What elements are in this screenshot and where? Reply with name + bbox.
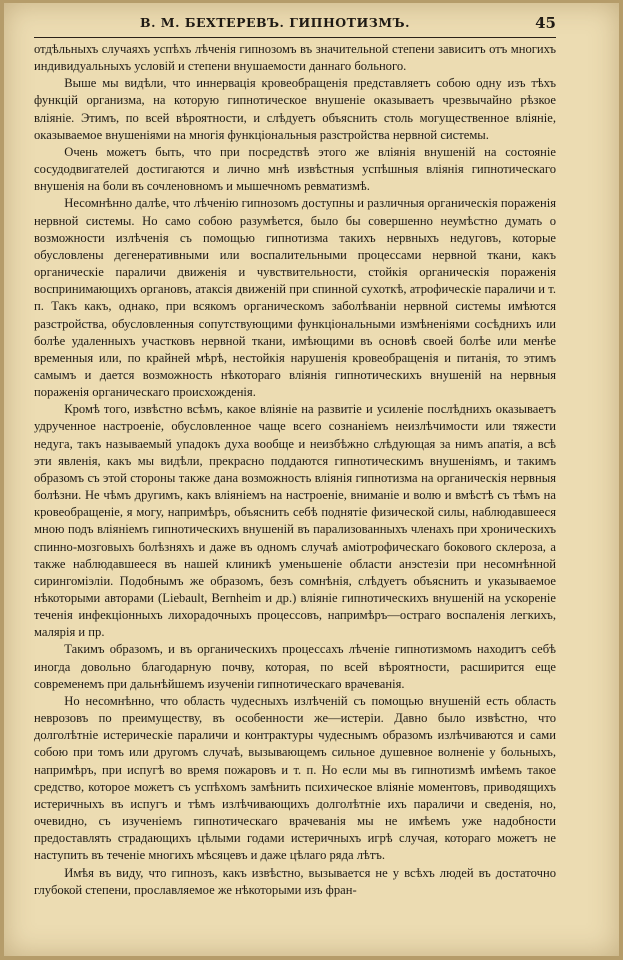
- page-number: 45: [535, 14, 556, 32]
- paragraph: Имѣя въ виду, что гипнозъ, какъ извѣстно, вызывается не у всѣхъ людей въ достаточно глубокой степени, прославляемое же нѣкоторыми изъ фран-: [34, 865, 556, 897]
- paragraph: Выше мы видѣли, что иннервація кровеобращенія представляетъ собою одну изъ тѣхъ функцій организма, на которую гипнотическое внушеніе оказываетъ чрезвычайно рѣзкое вліяніе. Этимъ, по всей вѣроятности, и слѣдуетъ объяснить столь могущественное вліяніе, оказываемое внушеніями на многія функціональныя разстройства нервной системы.: [34, 76, 556, 142]
- paragraph: отдѣльныхъ случаяхъ успѣхъ лѣченія гипнозомъ въ значительной степени зависитъ отъ многихъ индивидуальныхъ условій и степени внушаемости даннаго больного.: [34, 42, 556, 74]
- paragraph: Такимъ образомъ, и въ органическихъ процессахъ лѣченіе гипнотизмомъ находитъ себѣ иногда довольно благодарную почву, которая, по всей вѣроятности, расширится еще современемъ при дальнѣйшемъ изученіи гипнотическаго врачеванія.: [34, 642, 556, 691]
- running-title: В. М. БЕХТЕРЕВЪ. ГИПНОТИЗМЪ.: [140, 15, 410, 30]
- paragraph: Но несомнѣнно, что область чудесныхъ излѣченій съ помощью внушеній есть область неврозовъ по преимуществу, въ особенности же—истеріи. Давно было извѣстно, что долголѣтніе истерическіе параличи и контрактуры чудеснымъ образомъ излѣчиваются и сами собою при томъ или другомъ случаѣ, вызывающемъ сильное душевное волненіе у больныхъ, напримѣръ, при испугѣ во время пожаровъ и т. п. Но если мы въ гипнотизмѣ имѣемъ такое средство, которое можетъ съ успѣхомъ замѣнить психическое вліяніе моментовъ, приводящихъ истеричныхъ въ испугъ и тѣмъ излѣчивающихъ долголѣтніе ихъ параличи и сведенія, но, очевидно, съ изученіемъ гипнотическаго врачеванія мы не имѣемъ уже надобности предоставлять страдающихъ цѣлыми годами истеричныхъ игрѣ случая, котораго можетъ не наступить въ теченіе многихъ мѣсяцевъ и даже цѣлаго ряда лѣтъ.: [34, 693, 556, 863]
- paragraph: Очень можетъ быть, что при посредствѣ этого же вліянія внушеній на состояніе сосудодвигателей достигаются и лично мнѣ извѣстныя успѣшныя вліянія гипнотическаго внушенія на боли въ сочленовномъ и мышечномъ ревматизмѣ.: [34, 144, 556, 194]
- page-header: [34, 13, 556, 38]
- book-page: [4, 3, 619, 956]
- paragraph: Несомнѣнно далѣе, что лѣченію гипнозомъ доступны и различныя органическія пораженія нервной системы. Но само собою разумѣется, было бы совершенно неумѣстно думать о возможности излѣченія съ помощью гипнотизма такихъ нервныхъ недуговъ, которые обусловлены дегенеративными или воспалительными процессами нервной ткани, какъ органическіе параличи движенія и чувствительности, стойкія органическія пораженія воспринимающихъ органовъ, атаксія движеній при спинной сухоткѣ, атрофическіе параличи и т. п. Такъ какъ, однако, при всякомъ органическомъ заболѣваніи нервной системы имѣются разстройства, обусловленныя сопутствующими функціональными измѣненіями сосѣднихъ или болѣе удаленныхъ участковъ нервной ткани, имѣющими въ основѣ своей болѣе или менѣе временныя или, по крайней мѣрѣ, нестойкія нарушенія кровеобращенія и питанія, то этимъ самымъ и дается возможность нѣкотораго вліянія гипнотическихъ внушеній на нервныя пораженія органическаго происхожденія.: [34, 196, 556, 400]
- paragraph: Кромѣ того, извѣстно всѣмъ, какое вліяніе на развитіе и усиленіе послѣднихъ оказываетъ удрученное настроеніе, обусловленное чаще всего сознаніемъ неизлѣчимости или тяжести недуга, такъ называемый упадокъ духа вообще и неизбѣжно слѣдующая за нимъ апатія, а всѣ эти явленія, какъ мы видѣли, прекрасно поддаются гипнотическимъ внушеніямъ, и такимъ образомъ съ этой стороны также дана возможность вліянія гипнотизма на органическія нервныя болѣзни. Не чѣмъ другимъ, какъ вліяніемъ на настроеніе, вниманіе и волю и вмѣстѣ съ тѣмъ на кровеобращеніе, я могу, напримѣръ, объяснить себѣ поднятіе физической силы, наблюдавшееся мною подъ вліяніемъ гипнотическихъ внушеній въ парализованныхъ членахъ при хроническихъ спинно-мозговыхъ болѣзняхъ и даже въ одномъ случаѣ аміотрофическаго бокового склероза, а также наблюдавшееся въ нашей клиникѣ уменьшеніе области анэстезіи при несомнѣнной сирингоміэліи. Подобнымъ же образомъ, безъ сомнѣнія, слѣдуетъ объяснить и указываемое нѣкоторыми авторами (Liebault, Bernheim и др.) вліяніе гипнотическихъ внушеній на ускореніе теченія инфекціонныхъ лихорадочныхъ процессовъ, напримѣръ—остраго воспаленія легкихъ, малярія и пр.: [34, 402, 556, 640]
- body-text: [34, 41, 556, 899]
